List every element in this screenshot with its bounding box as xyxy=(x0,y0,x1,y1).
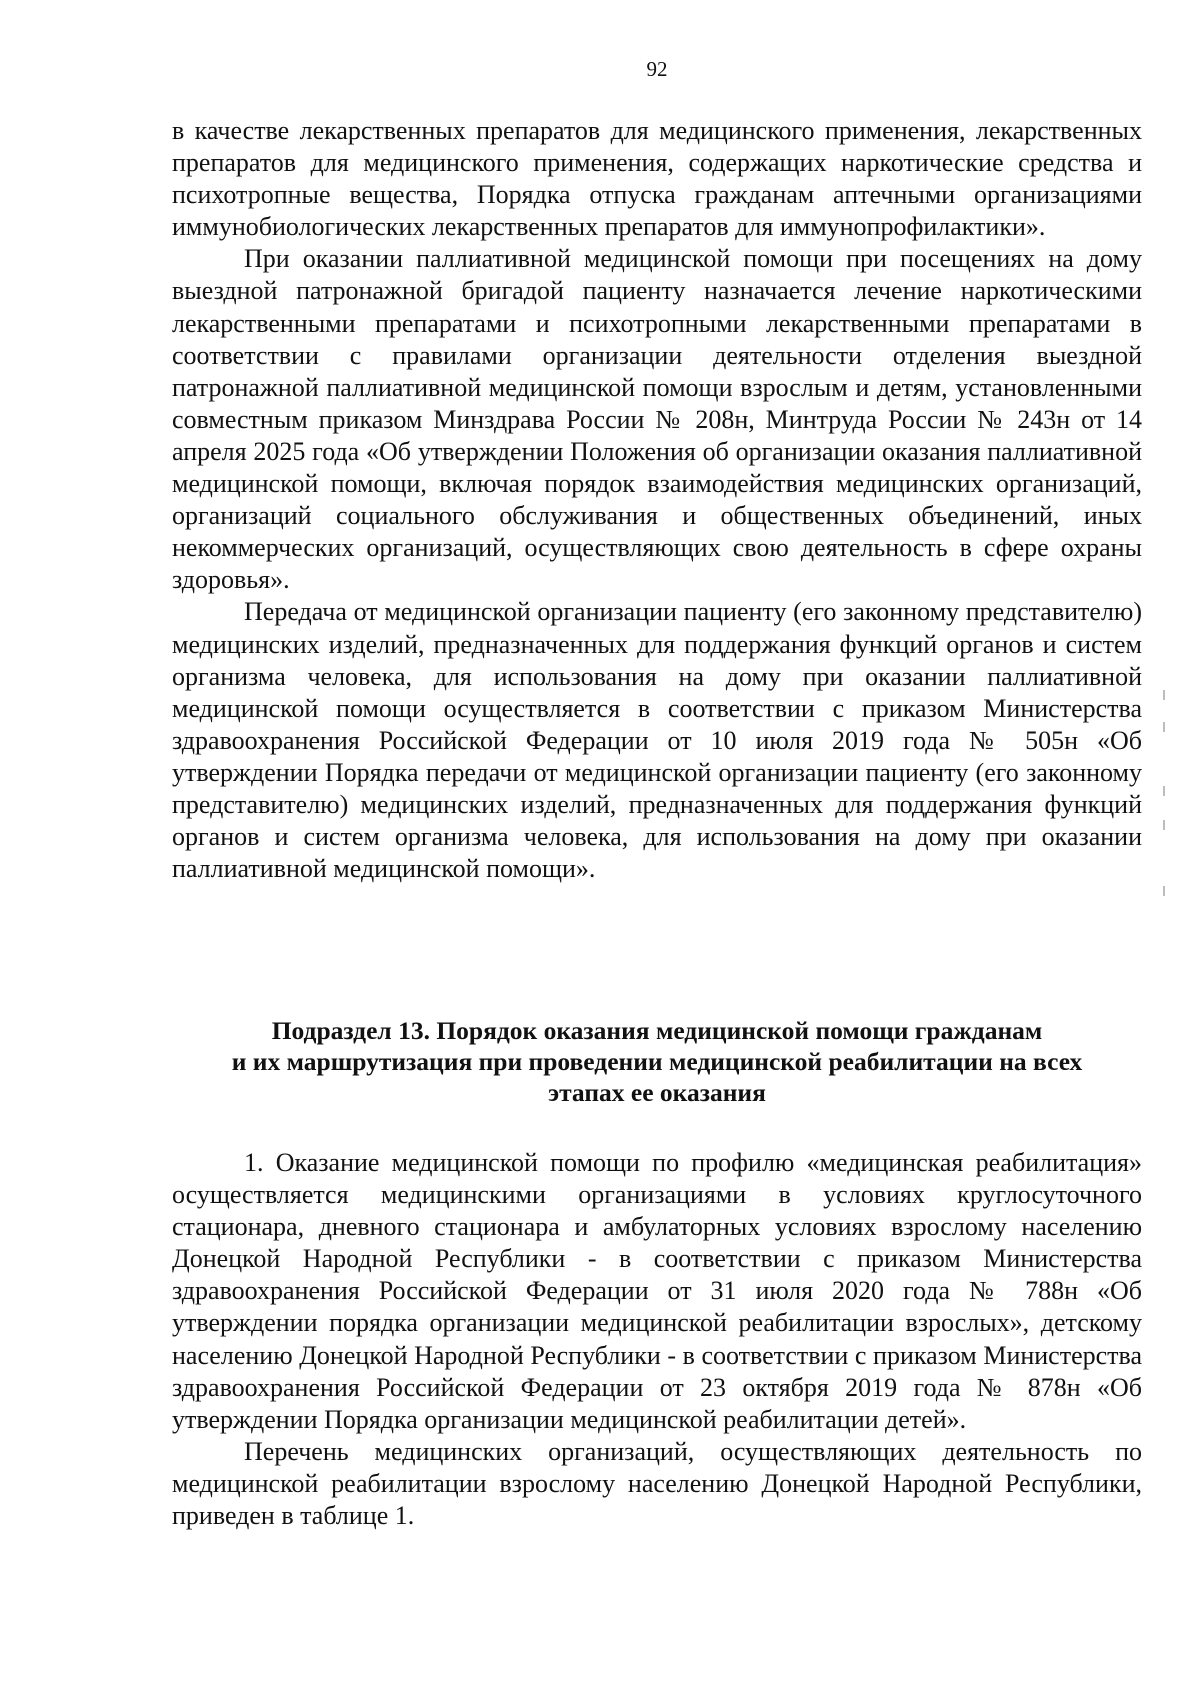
paragraph-palliative-care-home-visits: При оказании паллиативной медицинской помощи при посещениях на дому выездной патронажной бригадой пациенту назначается лечение наркотическими лекарственными препаратами и психотропными лекарственными препаратами в соответствии с правилами организации деятельности отделения выездной патронажной паллиативной медицинской помощи взрослым и детям, установленными совместным приказом Минздрава России № 208н, Минтруда России № 243н от 14 апреля 2025 года «Об утверждении Положения об организации оказания паллиативной медицинской помощи, включая порядок взаимодействия медицинских организаций, организаций социального обслуживания и общественных объединений, иных некоммерческих организаций, осуществляющих свою деятельность в сфере охраны здоровья». xyxy=(172,244,1142,595)
section-body xyxy=(172,1147,1142,1532)
scan-mark xyxy=(1163,690,1165,700)
paragraph-organizations-list-reference: Перечень медицинских организаций, осуществляющих деятельность по медицинской реабилитации взрослому населению Донецкой Народной Республики, приведен в таблице 1. xyxy=(172,1436,1142,1531)
scan-mark xyxy=(1163,820,1165,830)
paragraph-rehabilitation-order: 1. Оказание медицинской помощи по профилю «медицинская реабилитация» осуществляется медицинскими организациями в условиях круглосуточного стационара, дневного стационара и амбулаторных условиях взрослому населению Донецкой Народной Республики - в соответствии с приказом Министерства здравоохранения Российской Федерации от 31 июля 2020 года № 788н «Об утверждении порядка организации медицинской реабилитации взрослых», детскому населению Донецкой Народной Республики - в соответствии с приказом Министерства здравоохранения Российской Федерации от 23 октября 2019 года № 878н «Об утверждении Порядка организации медицинской реабилитации детей». xyxy=(172,1148,1142,1434)
section-heading xyxy=(172,1015,1142,1108)
scan-mark xyxy=(1163,886,1165,896)
paragraph-medical-devices-transfer: Передача от медицинской организации пациенту (его законному представителю) медицинских изделий, предназначенных для поддержания функций органов и систем организма человека, для использования на дому при оказании паллиативной медицинской помощи осуществляется в соответствии с приказом Министерства здравоохранения Российской Федерации от 10 июля 2019 года № 505н «Об утверждении Порядка передачи от медицинской организации пациенту (его законному представителю) медицинских изделий, предназначенных для поддержания функций органов и систем организма человека, для использования на дому при оказании паллиативной медицинской помощи». xyxy=(172,597,1142,884)
scan-mark xyxy=(1163,722,1165,732)
body-text xyxy=(172,115,1142,885)
section-heading-line-2: и их маршрутизация при проведении медицинской реабилитации на всех xyxy=(231,1047,1083,1076)
section-heading-line-1: Подраздел 13. Порядок оказания медицинской помощи гражданам xyxy=(271,1016,1043,1045)
scan-mark xyxy=(1163,786,1165,796)
paragraph-continuation: в качестве лекарственных препаратов для медицинского применения, лекарственных препаратов для медицинского применения, содержащих наркотические средства и психотропные вещества, Порядка отпуска гражданам аптечными организациями иммунобиологических лекарственных препаратов для иммунопрофилактики». xyxy=(172,116,1142,242)
page-number: 92 xyxy=(646,57,668,81)
section-heading-line-3: этапах ее оказания xyxy=(548,1078,766,1107)
scan-margin-marks xyxy=(1162,690,1166,930)
